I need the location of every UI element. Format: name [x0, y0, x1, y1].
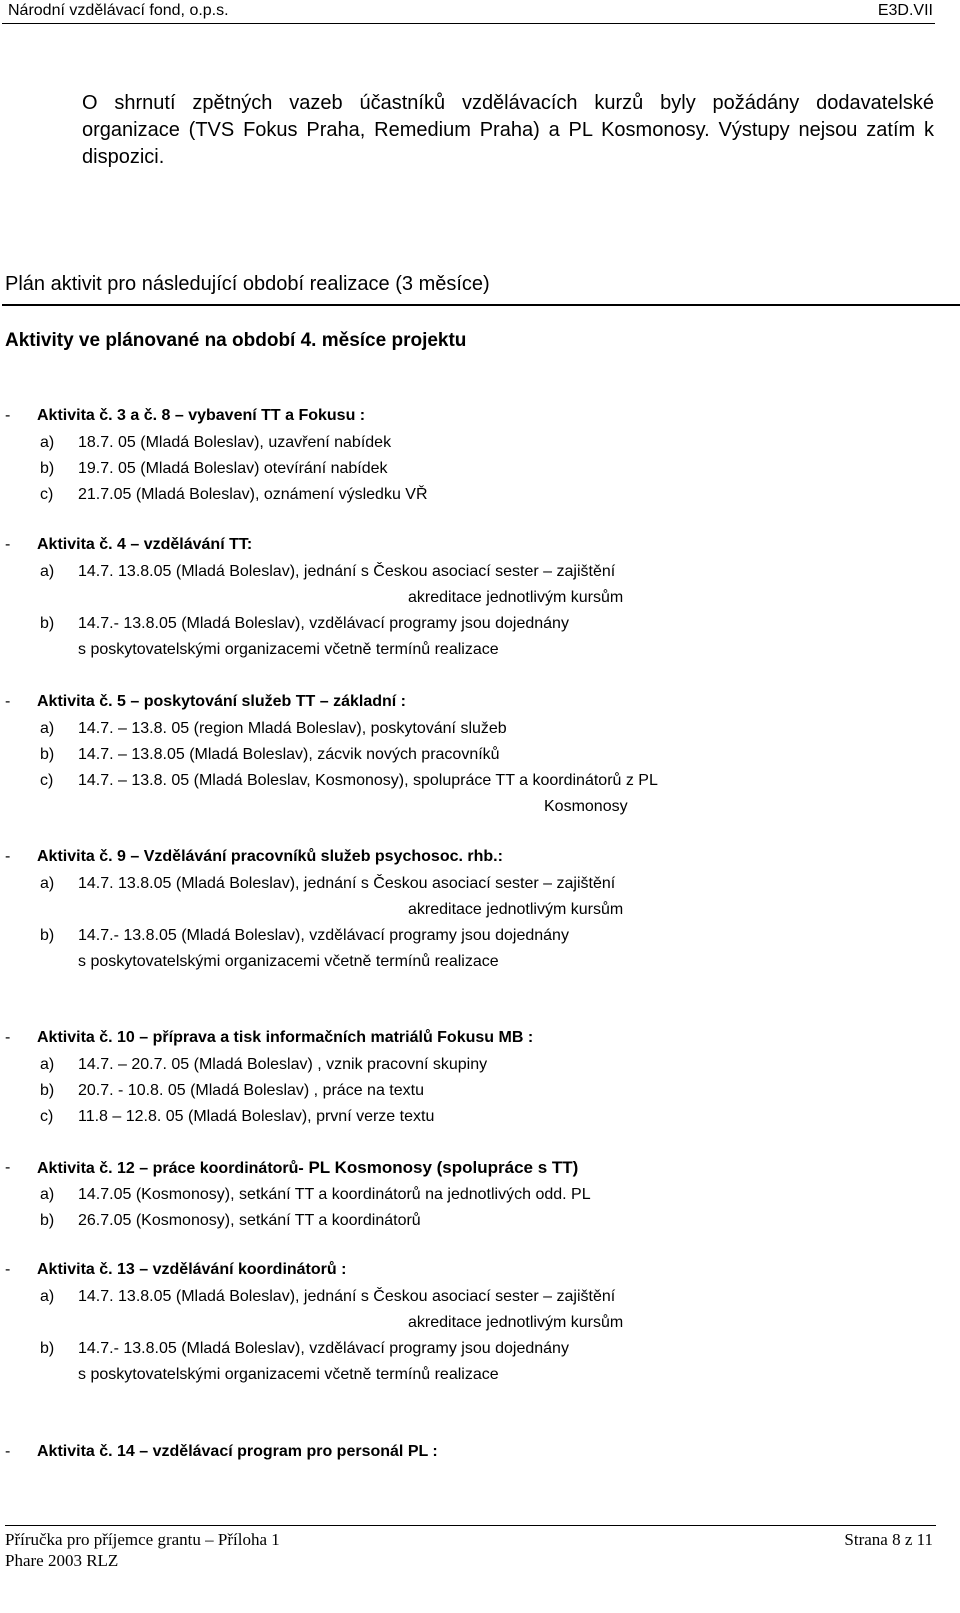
item-continuation: s poskytovatelskými organizacemi včetně termínů realizace: [78, 641, 499, 658]
item-continuation: akreditace jednotlivým kursům: [408, 589, 624, 606]
header-code: E3D.VII: [877, 2, 933, 19]
activity-title-text: Aktivita č. 4 – vzdělávání TT:: [37, 536, 253, 553]
item-text: 14.7. – 13.8.05 (Mladá Boleslav), zácvik nových pracovníků: [78, 746, 500, 763]
item-text: 14.7.05 (Kosmonosy), setkání TT a koordinátorů na jednotlivých odd. PL: [78, 1186, 591, 1203]
item-label: b): [40, 1082, 55, 1099]
item-label: a): [40, 1056, 55, 1073]
item-text: 14.7.- 13.8.05 (Mladá Boleslav), vzdělávací programy jsou dojednány: [78, 615, 569, 632]
item-continuation: akreditace jednotlivým kursům: [408, 1314, 624, 1331]
item-continuation: s poskytovatelskými organizacemi včetně termínů realizace: [78, 1366, 499, 1383]
aktivity-heading: Aktivity ve plánované na období 4. měsíce projektu: [5, 330, 467, 351]
item-text: 14.7. – 13.8. 05 (region Mladá Boleslav), poskytování služeb: [78, 720, 507, 737]
activity-title-text: Aktivita č. 9 – Vzdělávání pracovníků služeb psychosoc. rhb.:: [37, 848, 503, 865]
item-text: 14.7.- 13.8.05 (Mladá Boleslav), vzdělávací programy jsou dojednány: [78, 1340, 569, 1357]
item-label: b): [40, 746, 55, 763]
activity-title-main: Aktivita č. 12 – práce koordinátorů-: [37, 1160, 304, 1177]
bullet-dash: -: [5, 1029, 11, 1046]
item-continuation: akreditace jednotlivým kursům: [408, 901, 624, 918]
item-text: 19.7. 05 (Mladá Boleslav) otevírání nabídek: [78, 460, 388, 477]
intro-paragraph: O shrnutí zpětných vazeb účastníků vzdělávacích kurzů byly požádány dodavatelské organizace (TVS Fokus Praha, Remedium Praha) a PL Kosmonosy. Výstupy nejsou zatím k dispozici.: [82, 92, 934, 168]
footer-divider: [5, 1525, 936, 1526]
header-organization: Národní vzdělávací fond, o.p.s.: [8, 2, 229, 19]
bullet-dash: -: [5, 536, 11, 553]
item-label: a): [40, 875, 55, 892]
activity-title-text: Aktivita č. 10 – příprava a tisk informačních matriálů Fokusu MB :: [37, 1029, 534, 1046]
item-label: b): [40, 1340, 55, 1357]
item-label: c): [40, 1108, 54, 1125]
item-text: 14.7. – 20.7. 05 (Mladá Boleslav) , vznik pracovní skupiny: [78, 1056, 488, 1073]
plan-divider: [2, 304, 960, 306]
footer-program: Phare 2003 RLZ: [5, 1551, 119, 1570]
bullet-dash: -: [5, 1443, 11, 1460]
item-text: 14.7. 13.8.05 (Mladá Boleslav), jednání s Českou asociací sester – zajištění: [78, 1288, 616, 1305]
item-label: b): [40, 615, 55, 632]
item-label: b): [40, 1212, 55, 1229]
activity-title-text: Aktivita č. 3 a č. 8 – vybavení TT a Fokusu :: [37, 407, 366, 424]
item-text: 26.7.05 (Kosmonosy), setkání TT a koordinátorů: [78, 1212, 421, 1229]
item-label: a): [40, 720, 55, 737]
activity-title-text: [37, 1156, 578, 1181]
activity-title-text: Aktivita č. 5 – poskytování služeb TT – základní :: [37, 693, 406, 710]
item-label: b): [40, 460, 55, 477]
bullet-dash: -: [5, 848, 11, 865]
item-label: a): [40, 1288, 55, 1305]
item-text: 14.7. – 13.8. 05 (Mladá Boleslav, Kosmonosy), spolupráce TT a koordinátorů z PL: [78, 772, 658, 789]
item-text: 11.8 – 12.8. 05 (Mladá Boleslav), první verze textu: [78, 1108, 435, 1125]
plan-heading: Plán aktivit pro následující období realizace (3 měsíce): [5, 273, 490, 295]
item-label: c): [40, 486, 54, 503]
bullet-dash: -: [5, 1159, 11, 1176]
item-continuation: Kosmonosy: [544, 798, 628, 815]
page-header: [0, 0, 960, 24]
item-text: 21.7.05 (Mladá Boleslav), oznámení výsledku VŘ: [78, 486, 428, 503]
footer-page-number: Strana 8 z 11: [844, 1530, 933, 1549]
item-label: a): [40, 434, 55, 451]
item-label: a): [40, 563, 55, 580]
activity-title-suffix: PL Kosmonosy (spolupráce s TT): [303, 1158, 579, 1177]
item-text: 18.7. 05 (Mladá Boleslav), uzavření nabídek: [78, 434, 392, 451]
header-divider: [2, 23, 935, 24]
item-label: c): [40, 772, 54, 789]
bullet-dash: -: [5, 1261, 11, 1278]
footer-document-title: Příručka pro příjemce grantu – Příloha 1: [5, 1530, 280, 1549]
activity-title-text: Aktivita č. 13 – vzdělávání koordinátorů :: [37, 1261, 347, 1278]
item-text: 14.7. 13.8.05 (Mladá Boleslav), jednání s Českou asociací sester – zajištění: [78, 875, 616, 892]
activity-title-text: Aktivita č. 14 – vzdělávací program pro personál PL :: [37, 1443, 438, 1460]
item-label: a): [40, 1186, 55, 1203]
item-text: 20.7. - 10.8. 05 (Mladá Boleslav) , práce na textu: [78, 1082, 424, 1099]
bullet-dash: -: [5, 693, 11, 710]
item-continuation: s poskytovatelskými organizacemi včetně termínů realizace: [78, 953, 499, 970]
item-text: 14.7.- 13.8.05 (Mladá Boleslav), vzdělávací programy jsou dojednány: [78, 927, 569, 944]
item-label: b): [40, 927, 55, 944]
item-text: 14.7. 13.8.05 (Mladá Boleslav), jednání s Českou asociací sester – zajištění: [78, 563, 616, 580]
bullet-dash: -: [5, 407, 11, 424]
